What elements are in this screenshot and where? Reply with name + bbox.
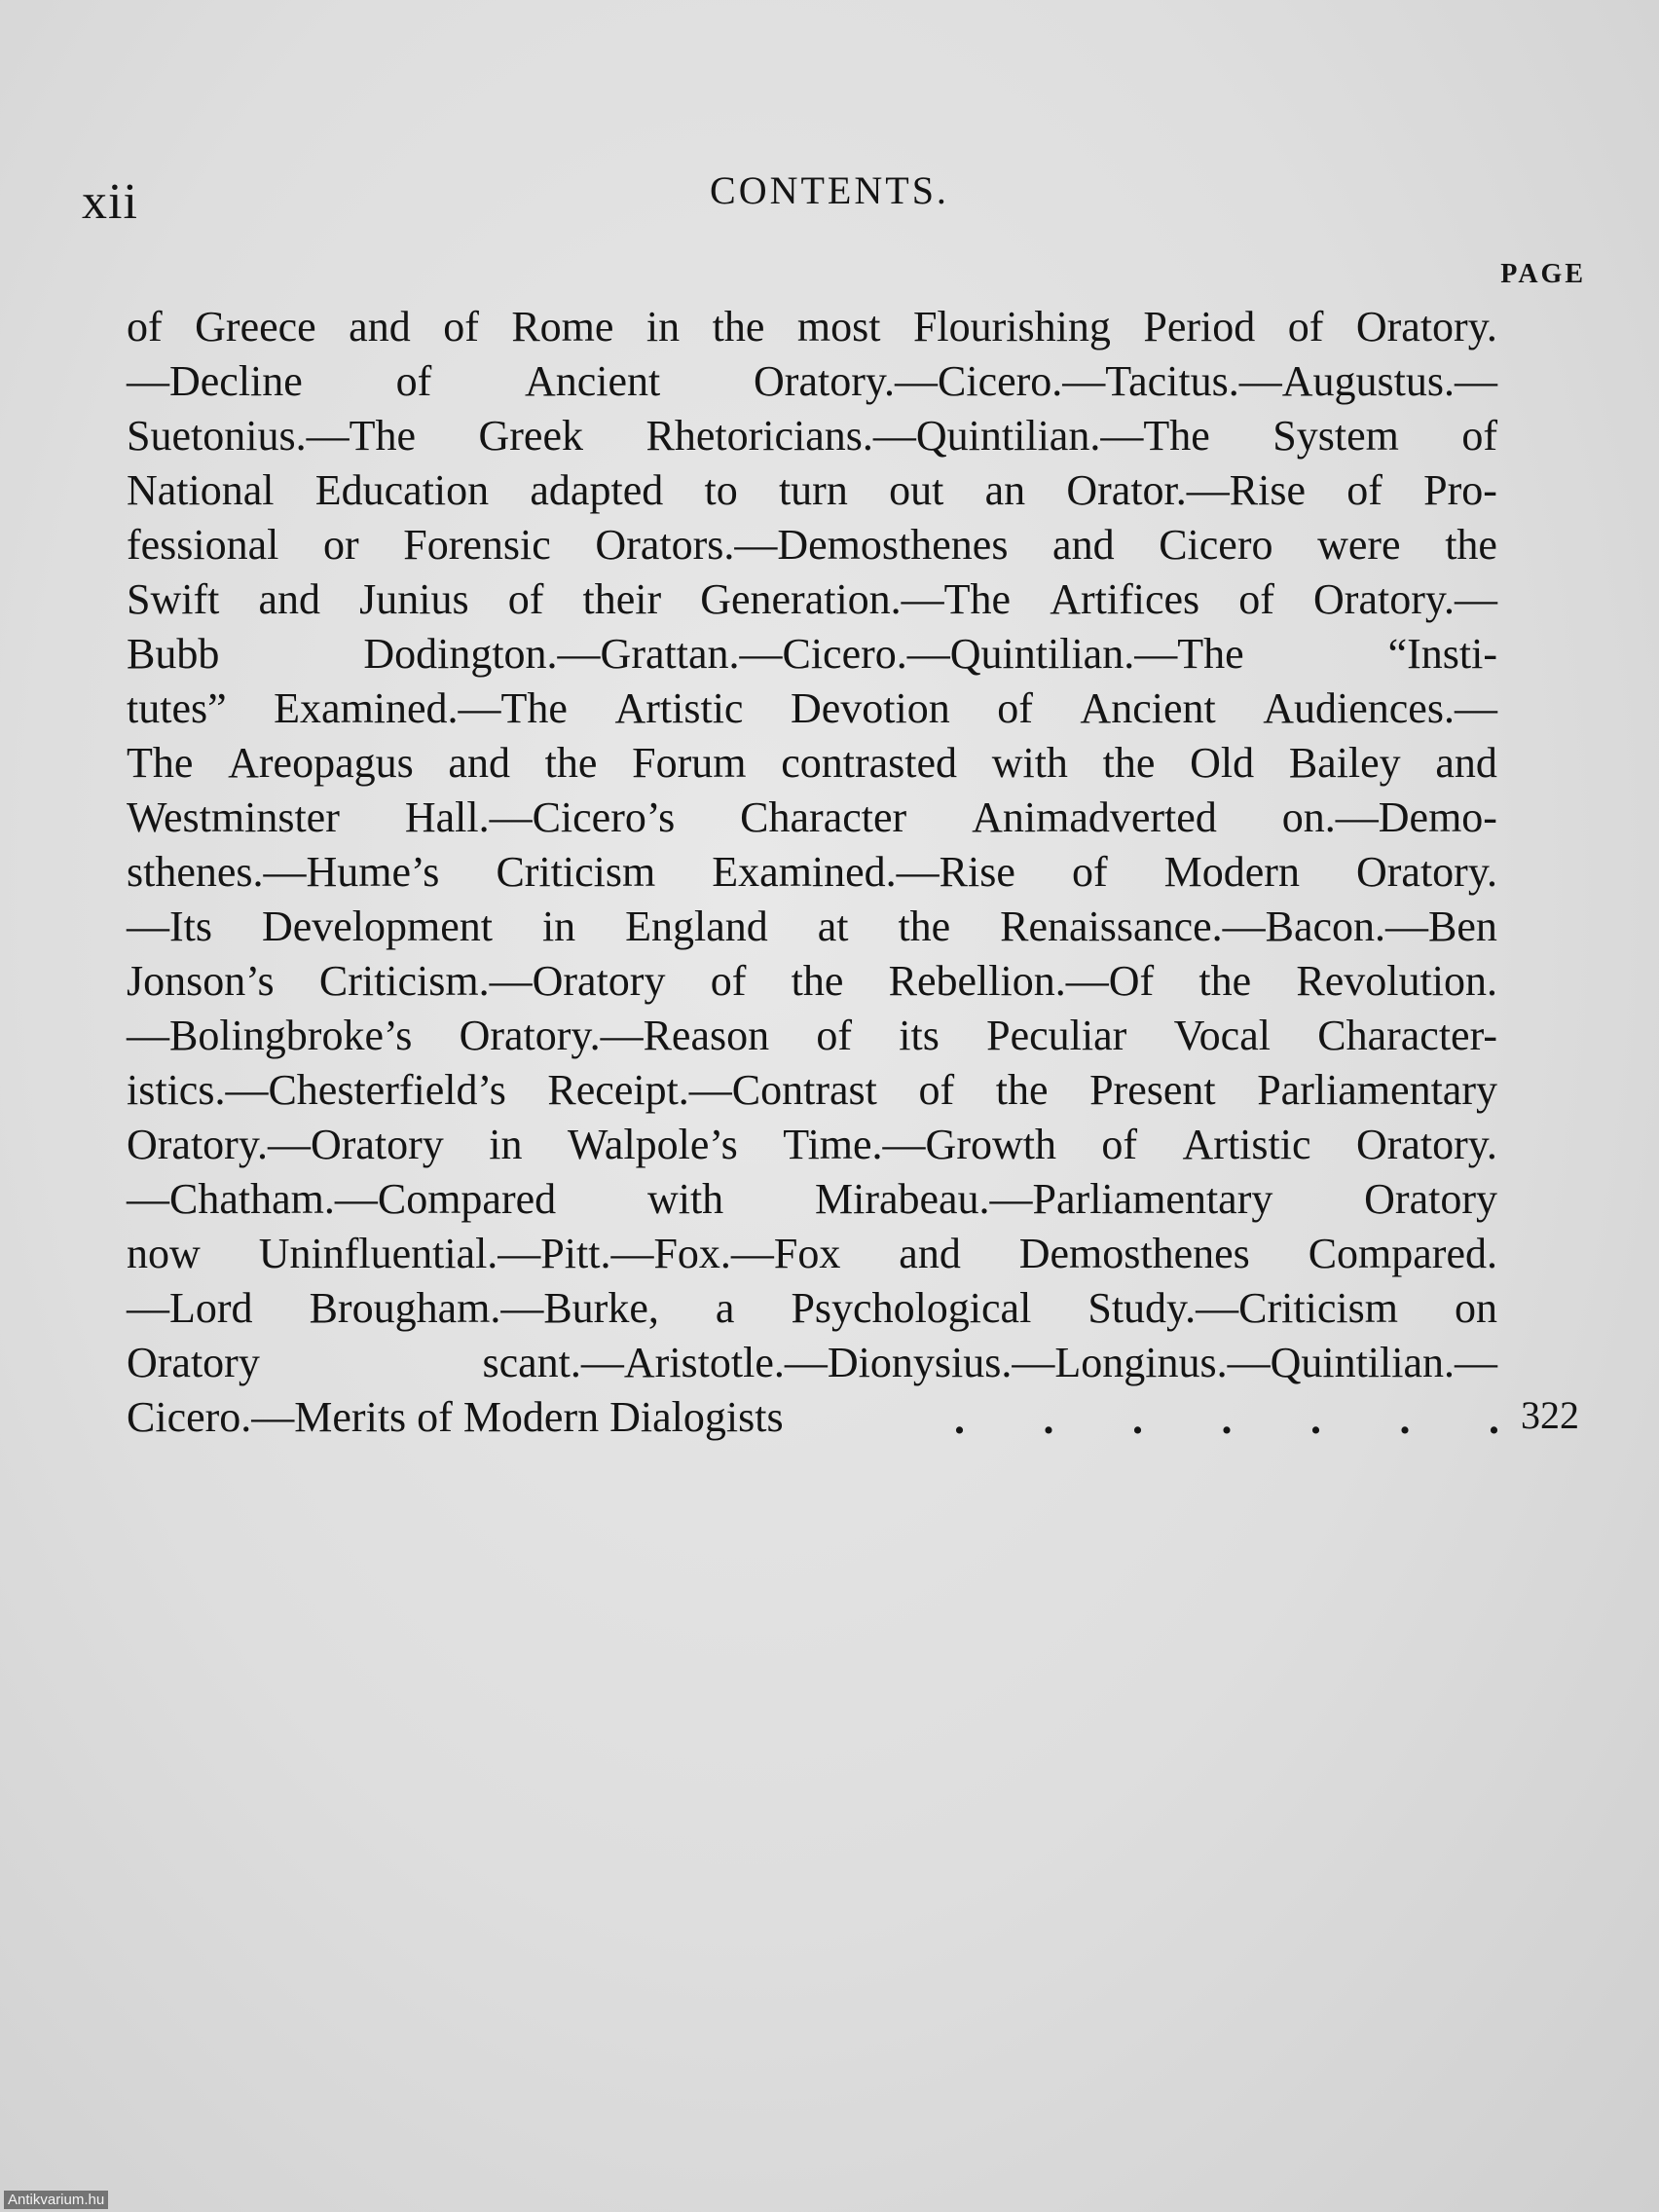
toc-word: most <box>796 303 881 350</box>
toc-word: on.—Demo- <box>1281 793 1497 841</box>
toc-line <box>127 1063 1497 1118</box>
toc-word: and <box>899 1230 961 1277</box>
toc-word: the <box>712 303 765 350</box>
toc-word: Artistic <box>614 684 744 732</box>
toc-line <box>127 463 1497 518</box>
toc-word: Ancient <box>1080 684 1216 732</box>
toc-word: of <box>127 303 163 350</box>
toc-word: the <box>1198 957 1252 1005</box>
toc-word: Oratory.—Oratory <box>127 1121 444 1168</box>
toc-word: of <box>1238 575 1274 623</box>
toc-word: Hall.—Cicero’s <box>404 793 676 841</box>
toc-word: Areopagus <box>228 739 414 787</box>
page-column-label: PAGE <box>1500 259 1586 289</box>
toc-entry <box>127 300 1497 1445</box>
toc-word: turn <box>778 466 848 514</box>
leader-dot: . <box>1043 1395 1054 1443</box>
toc-line <box>127 1172 1497 1227</box>
toc-word: Vocal <box>1173 1012 1271 1059</box>
toc-word: of <box>507 575 544 623</box>
toc-word: Demosthenes <box>1018 1230 1250 1277</box>
toc-word: Rome <box>511 303 614 350</box>
leader-dot: . <box>1489 1395 1499 1443</box>
watermark: Antikvarium.hu <box>4 2191 108 2209</box>
toc-word: the <box>1445 521 1497 569</box>
toc-word: the <box>995 1066 1049 1114</box>
toc-word: National <box>127 466 275 514</box>
toc-word: their <box>582 575 662 623</box>
running-head: CONTENTS. <box>710 168 949 212</box>
toc-word: Renaissance.—Bacon.—Ben <box>1000 903 1497 950</box>
toc-word: contrasted <box>781 739 957 787</box>
leader-dot: . <box>1310 1395 1321 1443</box>
toc-line <box>127 409 1497 463</box>
toc-word: Mirabeau.—Parliamentary <box>814 1175 1273 1223</box>
toc-line <box>127 1118 1497 1172</box>
toc-word: Psychological <box>791 1284 1032 1332</box>
toc-word: —Chatham.—Compared <box>127 1175 557 1223</box>
toc-line <box>127 954 1497 1009</box>
toc-word: Oratory.— <box>1313 575 1497 623</box>
toc-word: with <box>991 739 1068 787</box>
toc-word: Forensic <box>403 521 551 569</box>
toc-word: of <box>395 357 432 405</box>
toc-line-last: Cicero.—Merits of Modern Dialogists <box>127 1393 784 1441</box>
toc-word: Junius <box>359 575 469 623</box>
toc-word: “Insti- <box>1387 630 1497 678</box>
toc-word: Time.—Growth <box>783 1121 1056 1168</box>
toc-word: the <box>1102 739 1156 787</box>
toc-word: of <box>1101 1121 1138 1168</box>
toc-word: and <box>349 303 411 350</box>
toc-word: of <box>443 303 479 350</box>
toc-word: Flourishing <box>912 303 1111 350</box>
toc-word: Character <box>740 793 907 841</box>
toc-word: Examined.—The <box>274 684 568 732</box>
toc-line <box>127 1227 1497 1281</box>
toc-word: in <box>489 1121 523 1168</box>
toc-word: Pro- <box>1423 466 1497 514</box>
toc-word: Devotion <box>790 684 950 732</box>
toc-word: sthenes.—Hume’s <box>127 848 440 896</box>
toc-word: —Its <box>127 903 212 950</box>
toc-word: Walpole’s <box>567 1121 738 1168</box>
toc-word: and <box>1435 739 1497 787</box>
toc-word: fessional <box>127 521 279 569</box>
toc-word: System <box>1272 412 1399 460</box>
toc-line <box>127 900 1497 954</box>
toc-word: the <box>898 903 951 950</box>
toc-word: Bailey <box>1288 739 1401 787</box>
toc-word: Uninfluential.—Pitt.—Fox.—Fox <box>258 1230 841 1277</box>
toc-word: of <box>997 684 1033 732</box>
toc-word: —Lord <box>127 1284 253 1332</box>
toc-word: to <box>704 466 738 514</box>
toc-word: Dodington.—Grattan.—Cicero.—Quintilian.—The <box>363 630 1244 678</box>
toc-word: Audiences.— <box>1263 684 1497 732</box>
toc-word: Old <box>1190 739 1255 787</box>
toc-word: scant.—Aristotle.—Dionysius.—Longinus.—Quintilian.— <box>482 1339 1497 1386</box>
toc-word: Bubb <box>127 630 220 678</box>
toc-word: were <box>1317 521 1401 569</box>
toc-word: Ancient <box>524 357 661 405</box>
leader-dot: . <box>1221 1395 1233 1443</box>
ghost-bleed-through <box>127 1451 1529 1492</box>
toc-word: Artifices <box>1050 575 1200 623</box>
toc-word: Education <box>314 466 490 514</box>
toc-word: and <box>258 575 320 623</box>
toc-line <box>127 682 1497 736</box>
toc-word: or <box>323 521 359 569</box>
toc-word: in <box>541 903 576 950</box>
toc-word: out <box>889 466 944 514</box>
toc-word: Oratory.—Cicero.—Tacitus.—Augustus.— <box>754 357 1497 405</box>
toc-word: now <box>127 1230 201 1277</box>
toc-word: of <box>1287 303 1324 350</box>
toc-word: Examined.—Rise <box>712 848 1015 896</box>
toc-word: Cicero <box>1159 521 1273 569</box>
toc-word: of <box>816 1012 853 1059</box>
toc-word: Peculiar <box>986 1012 1127 1059</box>
toc-line <box>127 627 1497 682</box>
toc-word: a <box>715 1284 735 1332</box>
toc-line <box>127 791 1497 845</box>
toc-word: with <box>646 1175 724 1223</box>
toc-word: Character- <box>1317 1012 1497 1059</box>
toc-word: Oratory <box>127 1339 260 1386</box>
toc-line <box>127 572 1497 627</box>
toc-word: Oratory <box>1364 1175 1497 1223</box>
toc-word: Oratory. <box>1355 303 1497 350</box>
toc-word: Period <box>1143 303 1256 350</box>
toc-line <box>127 736 1497 791</box>
toc-word: tutes” <box>127 684 227 732</box>
toc-word: of <box>918 1066 955 1114</box>
toc-line <box>127 354 1497 409</box>
leader-dot: . <box>1132 1395 1143 1443</box>
toc-word: Compared. <box>1308 1230 1497 1277</box>
toc-word: Forum <box>632 739 747 787</box>
toc-word: and <box>448 739 510 787</box>
toc-word: Modern <box>1163 848 1300 896</box>
toc-word: an <box>984 466 1026 514</box>
toc-line <box>127 300 1497 354</box>
toc-line <box>127 1336 1497 1390</box>
toc-word: Swift <box>127 575 220 623</box>
page-reference: 322 <box>1521 1393 1579 1437</box>
leader-dot: . <box>1399 1395 1411 1443</box>
toc-word: the <box>791 957 844 1005</box>
toc-word: —Decline <box>127 357 303 405</box>
toc-word: Receipt.—Contrast <box>547 1066 877 1114</box>
toc-line <box>127 1009 1497 1063</box>
toc-word: Greece <box>195 303 316 350</box>
toc-word: Study.—Criticism <box>1088 1284 1398 1332</box>
toc-word: and <box>1052 521 1115 569</box>
toc-word: its <box>899 1012 940 1059</box>
dot-leader <box>954 1394 1499 1444</box>
toc-word: Artistic <box>1182 1121 1311 1168</box>
toc-word: Present <box>1089 1066 1216 1114</box>
toc-word: Oratory.—Reason <box>459 1012 770 1059</box>
toc-word: Oratory. <box>1355 1121 1497 1168</box>
toc-word: Jonson’s <box>127 957 275 1005</box>
toc-word: Orators.—Demosthenes <box>595 521 1009 569</box>
toc-line <box>127 1281 1497 1336</box>
toc-word: in <box>645 303 681 350</box>
toc-word: the <box>544 739 598 787</box>
toc-word: Rhetoricians.—Quintilian.—The <box>645 412 1210 460</box>
toc-word: Greek <box>478 412 583 460</box>
toc-word: The <box>127 739 194 787</box>
toc-word: of <box>710 957 747 1005</box>
toc-word: istics.—Chesterfield’s <box>127 1066 506 1114</box>
toc-word: Animadverted <box>972 793 1217 841</box>
toc-word: adapted <box>530 466 664 514</box>
toc-word: Criticism.—Oratory <box>318 957 666 1005</box>
toc-word: Orator.—Rise <box>1066 466 1306 514</box>
toc-word: of <box>1461 412 1497 460</box>
page-number: xii <box>82 174 138 230</box>
toc-word: Revolution. <box>1296 957 1497 1005</box>
toc-word: England <box>625 903 768 950</box>
toc-word: Westminster <box>127 793 340 841</box>
leader-dot: . <box>954 1395 965 1443</box>
toc-word: on <box>1455 1284 1497 1332</box>
toc-word: Rebellion.—Of <box>888 957 1155 1005</box>
toc-word: Suetonius.—The <box>127 412 416 460</box>
toc-word: Criticism <box>496 848 656 896</box>
toc-word: —Bolingbroke’s <box>127 1012 413 1059</box>
toc-line <box>127 518 1497 572</box>
toc-word: Brougham.—Burke, <box>309 1284 659 1332</box>
toc-word: at <box>817 903 849 950</box>
toc-word: of <box>1346 466 1382 514</box>
toc-word: Development <box>261 903 493 950</box>
toc-word: Generation.—The <box>700 575 1012 623</box>
toc-word: Oratory. <box>1356 848 1497 896</box>
toc-word: Parliamentary <box>1257 1066 1497 1114</box>
toc-line <box>127 845 1497 900</box>
toc-word: of <box>1071 848 1108 896</box>
